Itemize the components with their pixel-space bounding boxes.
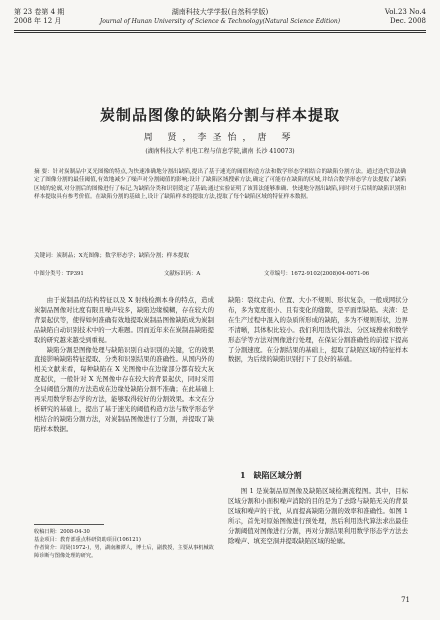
body-right-column-lower: [228, 487, 408, 546]
footnote: [34, 528, 214, 560]
footnote-received: 收稿日期：2008-04-30: [34, 529, 90, 535]
header-volume-info: [14, 8, 64, 26]
abstract: 摘 要：针对炭制品中叉光图像的特点,为快速准确地分割出缺陷,提出了基于速光的阈值构造方法和数学形态学相结合的缺陷分割方法。通过迭代算法确定了图像分割的最佳阈值,有效地减少了噪声对分割阈值的影响;设计了缺陷区域搜索方法,确定了可能存在缺陷的区域,并结合数学形态学方法提取了缺陷区域的轮廓,对分割后的图像进行了标记,为缺陷分类和识别奠定了基础;通过实验证明了该算法能够准确、快速地分割出缺陷,同时对于后续的缺陷识别和样本提取具有参考价值。在缺陷分割的基础上,设计了缺陷样本的提取方法,提取了每个缺陷区域的特征样本数据。: [34, 169, 406, 201]
header-volume-info-en: [385, 8, 426, 26]
page-number: 71: [401, 596, 410, 604]
body-right-column: [228, 296, 408, 365]
body-paragraph: 缺陷：裂纹走向、位置、大小不规则、形状复杂，一般成网状分布，多为宽度很小、且有变化的缝隙，是平面型缺陷。夹渣：是在生产过程中混入的杂质所形成的缺陷，多为不规则形状，边界不清晰，其体积比较小。我们利用迭代算法、分区域搜索和数学形态学等方法对图像进行处理，在保证分割准确性的前提下提高了分割速度。在分割结果的基础上，提取了缺陷区域的特征样本数据，为后续的缺陷识别打下了良好的基础。: [228, 296, 408, 364]
header-rule-2: [14, 32, 426, 33]
document-code: 文献标识码：A: [164, 271, 201, 277]
section-heading: [228, 470, 408, 481]
section-number: 1: [240, 470, 246, 480]
header-rule: [14, 30, 426, 31]
header-date: 2008 年 12 月: [14, 17, 62, 25]
article-number: 文章编号：1672-9102(2008)04-0071-06: [264, 271, 370, 277]
article-title: 炭制品图像的缺陷分割与样本提取: [99, 106, 340, 124]
body-paragraph: 缺陷分割是图像处理与缺陷识别自动识别的关键，它的效果直接影响缺陷特征提取、分类和识别结果的准确性。从国内外的相关文献来看，每种缺陷在 X 光图像中在边缘部分都有较大灰度起伏，一般针对 X 光图像中存在较大的背景起伏，同时采用全局阈值分割的方法造成在边缘处缺陷分割不准确；在此基础上再采用数学形态学的方法，能够取得较好的分割效果。本文在分析研究的基础上，提出了基于速光的阈值构造方法与数学形态学相结合的缺陷分割方法，对炭制品图像进行了分割，并提取了缺陷样本数据。: [34, 345, 214, 433]
body-left-column: [34, 296, 214, 435]
article-affiliation: (湖南科技大学 机电工程与信息学院,湖南 长沙 410073): [145, 148, 295, 155]
footnote-fund: 基金项目：教育部重点科研资助项目(106121): [34, 537, 141, 543]
header-volume-en: Vol.23 No.4: [384, 8, 426, 16]
keywords: 关键词：炭制品；X光图像；数学形态学；缺陷分割；样本提取: [34, 253, 190, 259]
header-journal-cn: 湖南科技大学学报(自然科学版): [171, 8, 269, 16]
article-authors: 周 贤，李圣怡，唐 琴: [143, 133, 297, 143]
body-paragraph: 由于炭制品的结构特征以及 X 射线检测本身的特点，造成炭制品图像对比度有限且噪声较多，缺陷边缘模糊，存在较大的背景起伏等，使得如何准确有效地提取炭制品图像缺陷成为炭制品缺陷自动识别技术中的一大难题。因而近年来在炭制品缺陷提取的研究越来越受到重视。: [34, 296, 214, 344]
header-volume: 第 23 卷第 4 期: [14, 8, 65, 16]
footnote-rule: [34, 524, 104, 525]
clc-number: 中图分类号：TP391: [34, 271, 84, 277]
section-title: 缺陷区域分割: [253, 470, 302, 480]
header-journal-en: Journal of Hunan University of Science & Technology(Natural Science Edition): [99, 18, 341, 25]
header-date-en: Dec. 2008: [390, 17, 426, 25]
header-journal: [74, 8, 366, 26]
body-paragraph: 图 1 是炭制品原图像及缺陷区域检测流程图。其中，目标区域分割和小面积噪声消除的目的是为了去除与缺陷无关的背景区域和噪声的干扰，从而提高缺陷分割的效率和准确性。如图 1 所示，首先对原始图像进行预处理，然后利用迭代算法求出最佳分割阈值对图像进行分割，再对分割结果利用数学形态学方法去除噪声、填充空洞并提取缺陷区域的轮廓。: [228, 487, 408, 545]
footnote-author: 作者简介：周贤(1972-)，男，湖南湘潭人，博士后，副教授，主要从事机械故障诊断与图像处理的研究。: [34, 545, 214, 559]
